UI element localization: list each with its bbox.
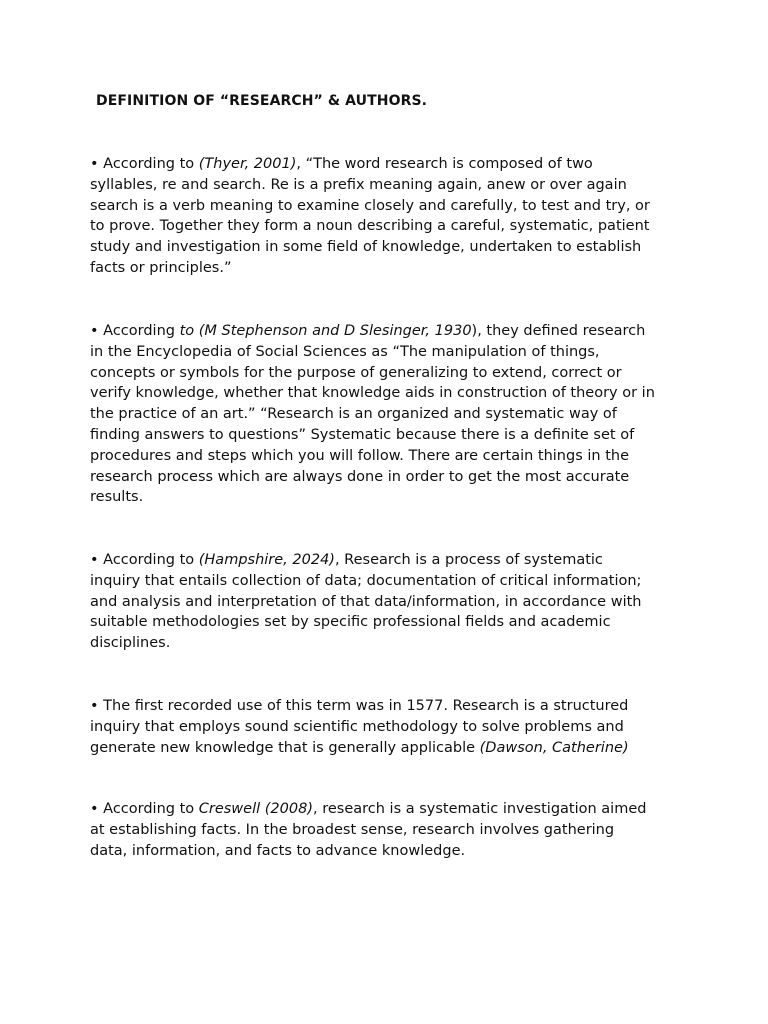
text-line: and analysis and interpretation of that data/information, in accordance with — [90, 593, 642, 610]
document-title: DEFINITION OF “RESEARCH” & AUTHORS. — [96, 93, 428, 109]
paragraph-first-recorded-use — [90, 696, 690, 758]
text-line: generate new knowledge that is generally applicable (Dawson, Catherine) — [90, 739, 629, 756]
text-line: concepts or symbols for the purpose of generalizing to extend, correct or — [90, 364, 622, 381]
text-line: • According to (Hampshire, 2024), Research is a process of systematic — [90, 552, 603, 568]
text-line: in the Encyclopedia of Social Sciences as “The manipulation of things, — [90, 343, 600, 360]
paragraph-thyer — [90, 154, 690, 279]
text-line: inquiry that employs sound scientific methodology to solve problems and — [90, 718, 624, 735]
text-line: • The first recorded use of this term was in 1577. Research is a structured — [90, 698, 629, 714]
citation: Creswell (2008) — [198, 801, 313, 817]
text-line: search is a verb meaning to examine closely and carefully, to test and try, or — [90, 197, 650, 214]
text-line: • According to (Thyer, 2001), “The word research is composed of two — [90, 156, 593, 172]
citation: (Hampshire, 2024) — [198, 552, 335, 568]
text-line: finding answers to questions” Systematic because there is a definite set of — [90, 426, 635, 443]
paragraph-stephenson — [90, 321, 690, 508]
citation: (Thyer, 2001) — [198, 156, 297, 172]
text-line: • According to Creswell (2008), research is a systematic investigation aimed — [90, 801, 647, 817]
text-line: study and investigation in some field of knowledge, undertaken to establish — [90, 239, 642, 256]
paragraph-creswell — [90, 799, 690, 861]
text-line: data, information, and facts to advance knowledge. — [90, 842, 466, 859]
text-line: • According to (M Stephenson and D Slesinger, 1930), they defined research — [90, 323, 646, 339]
text-line: at establishing facts. In the broadest sense, research involves gathering — [90, 821, 615, 838]
text-line: suitable methodologies set by specific professional fields and academic — [90, 614, 611, 631]
text-line: syllables, re and search. Re is a prefix meaning again, anew or over again — [90, 176, 627, 193]
text-line: the practice of an art.” “Research is an organized and systematic way of — [90, 406, 617, 423]
text-line: to prove. Together they form a noun describing a careful, systematic, patient — [90, 218, 650, 235]
text-line: disciplines. — [90, 635, 171, 652]
text-line: facts or principles.” — [90, 259, 232, 276]
paragraph-hampshire — [90, 550, 690, 654]
text-line: results. — [90, 489, 144, 506]
text-line: research process which are always done in order to get the most accurate — [90, 468, 630, 485]
text-line: verify knowledge, whether that knowledge aids in construction of theory or in — [90, 385, 655, 402]
text-line: procedures and steps which you will follow. There are certain things in the — [90, 447, 629, 464]
citation: to (M Stephenson and D Slesinger, 1930 — [179, 323, 472, 339]
citation: (Dawson, Catherine) — [479, 739, 629, 756]
text-line: inquiry that entails collection of data; documentation of critical information; — [90, 572, 642, 589]
